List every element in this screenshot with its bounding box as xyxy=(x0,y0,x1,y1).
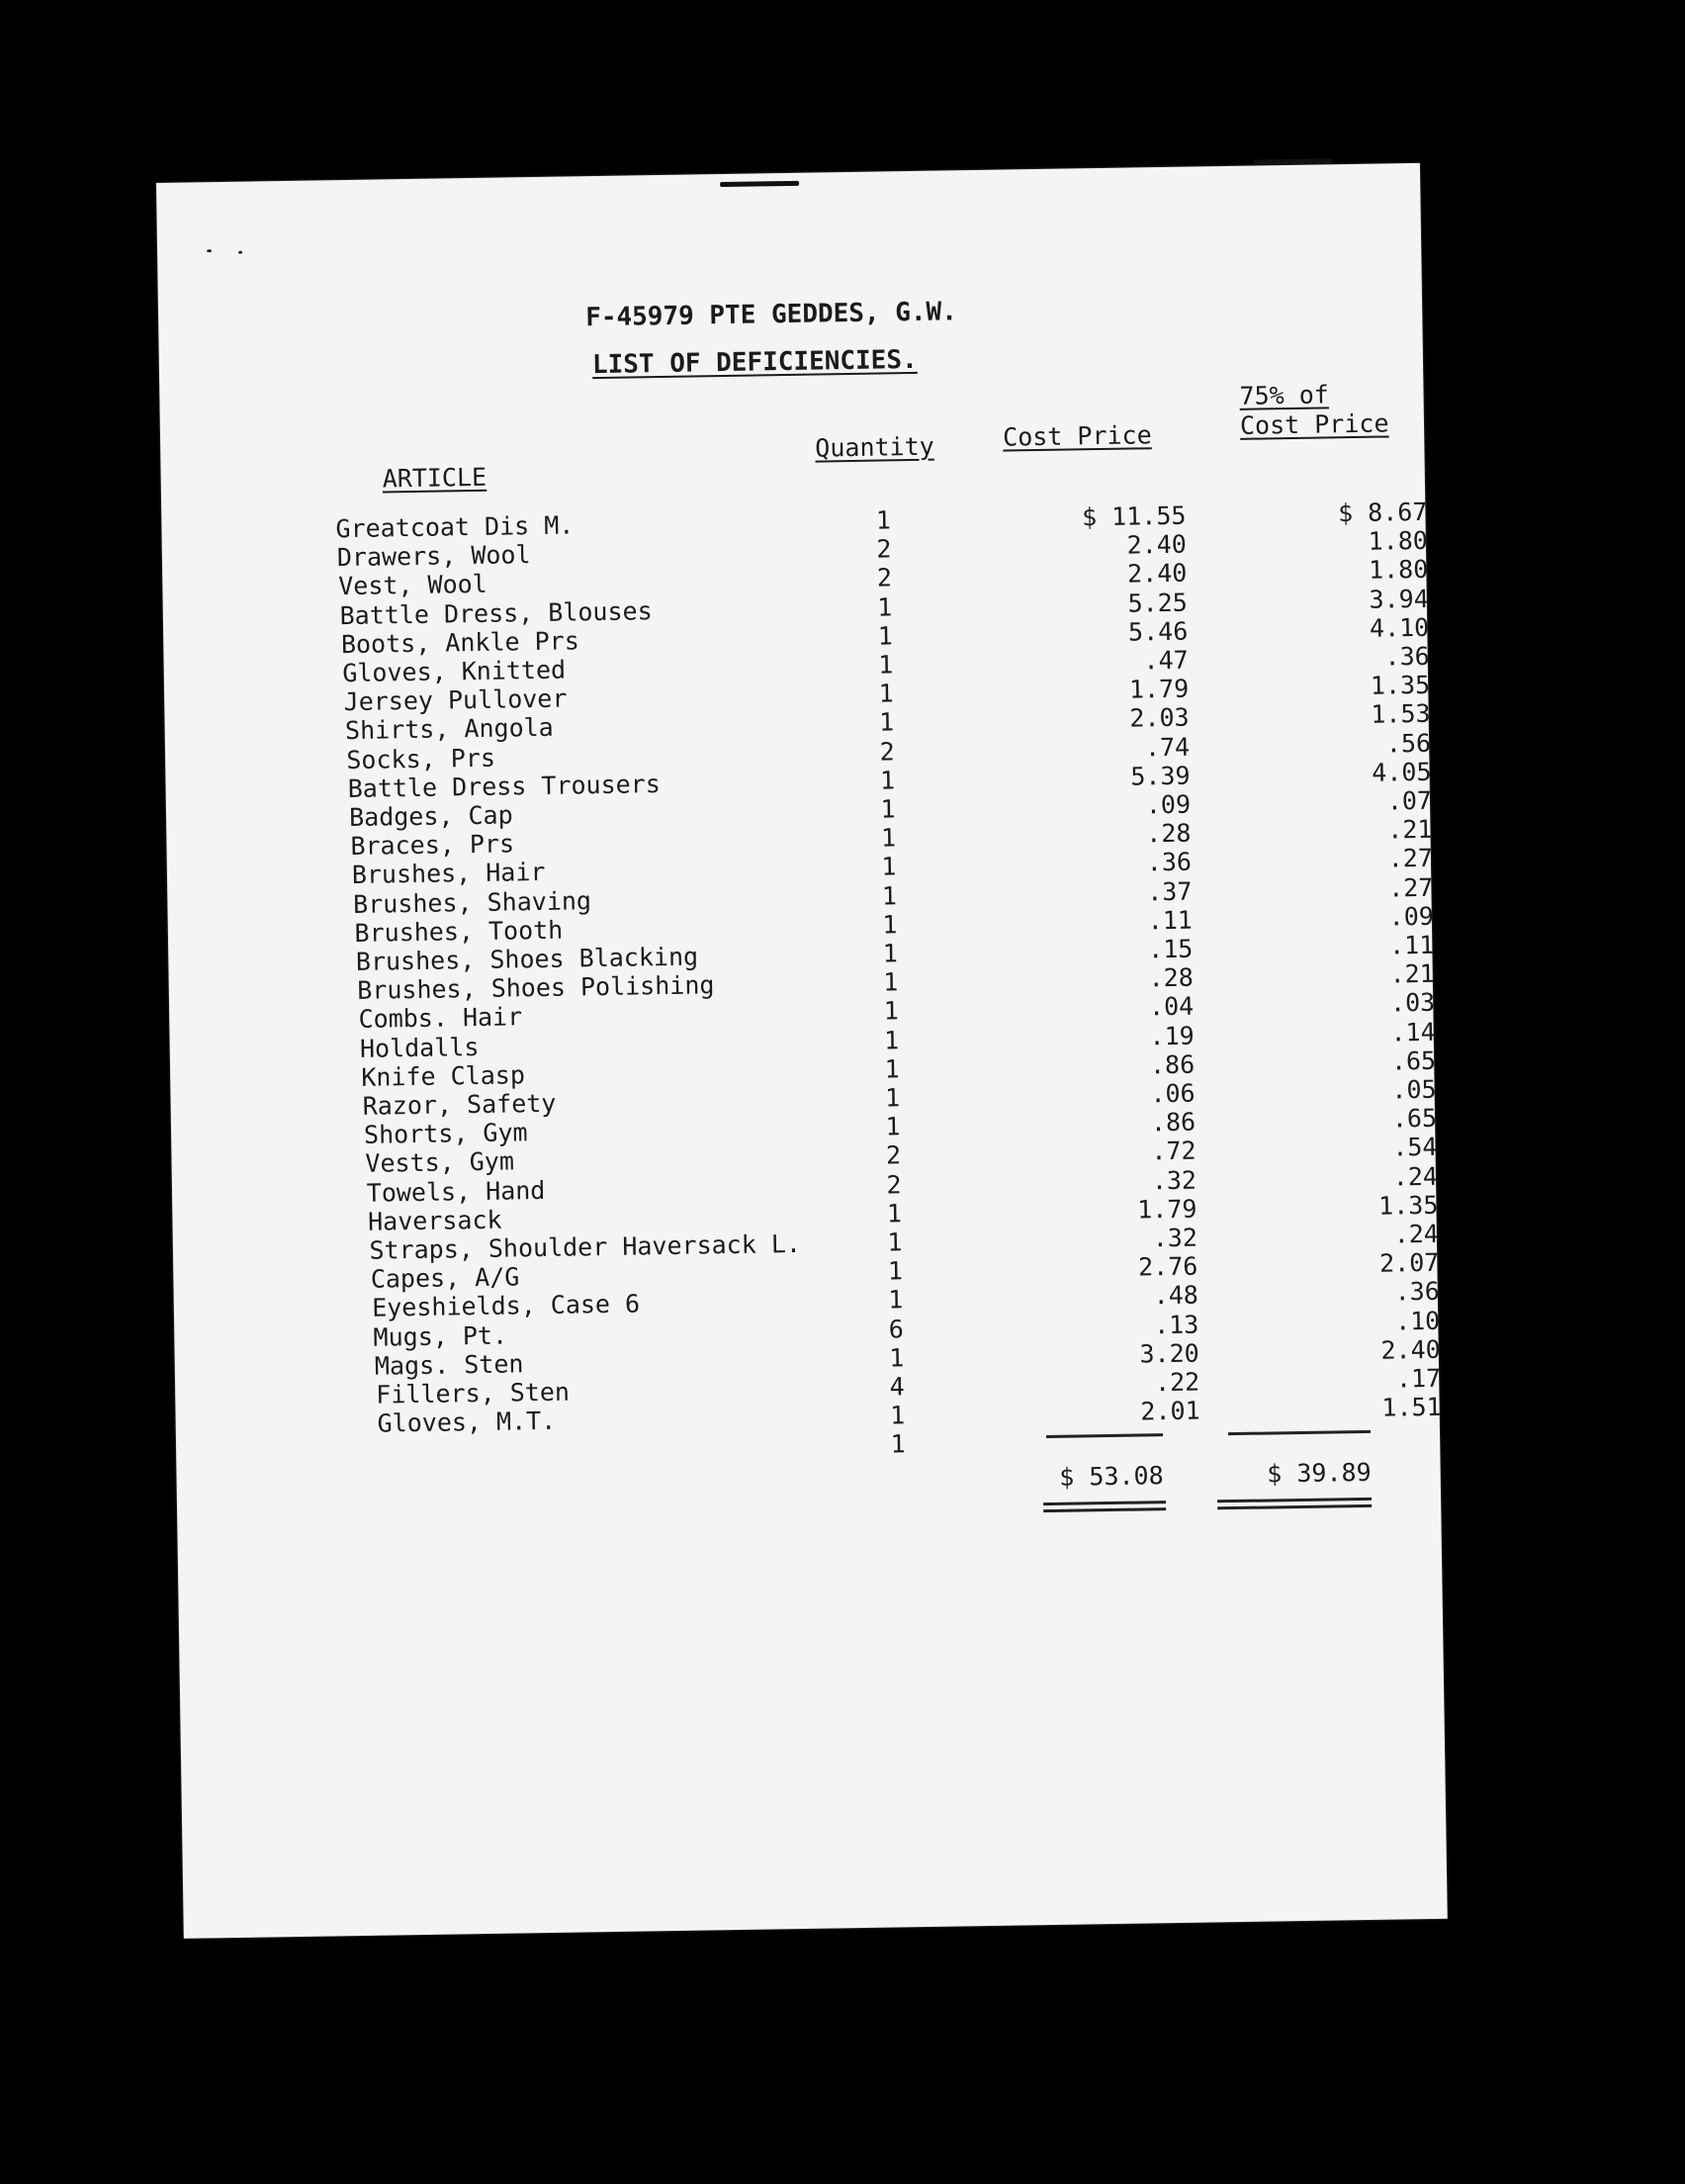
article-cell: Gloves, M.T. xyxy=(377,1406,557,1438)
quantity-cell: 2 xyxy=(886,1169,902,1200)
cost-price-cell: .48 xyxy=(1153,1280,1199,1311)
pct-cost-cell: 1.53 xyxy=(1371,699,1431,730)
pct-cost-cell: .65 xyxy=(1391,1103,1438,1134)
header-article: ARTICLE xyxy=(382,462,488,494)
pct-cost-cell: .36 xyxy=(1384,641,1430,672)
cost-price-cell: .09 xyxy=(1145,789,1192,820)
quantity-cell: 4 xyxy=(889,1372,905,1402)
cost-total-double-rule xyxy=(1043,1507,1166,1512)
pct-cost-cell: .24 xyxy=(1392,1161,1439,1192)
quantity-cell: 1 xyxy=(880,823,897,853)
cost-price-cell: $ 11.55 xyxy=(1081,500,1187,532)
quantity-cell: 1 xyxy=(879,766,896,795)
pct-cost-cell: 1.80 xyxy=(1368,526,1429,556)
quantity-cell: 1 xyxy=(890,1429,906,1459)
pct-cost-cell: .10 xyxy=(1394,1306,1441,1336)
article-cell: Brushes, Shaving xyxy=(352,885,592,919)
cost-price-cell: 1.79 xyxy=(1136,1194,1197,1225)
pct-cost-cell: .03 xyxy=(1389,988,1436,1018)
article-cell: Shirts, Angola xyxy=(344,713,554,746)
pct-cost-cell: .17 xyxy=(1395,1363,1442,1394)
quantity-cell: 1 xyxy=(889,1401,906,1430)
cost-price-cell: .04 xyxy=(1148,992,1195,1022)
pct-cost-cell: 2.07 xyxy=(1378,1247,1440,1278)
cost-price-cell: .13 xyxy=(1153,1310,1199,1339)
cost-price-cell: .36 xyxy=(1146,848,1193,877)
pct-cost-cell: .11 xyxy=(1388,930,1435,960)
article-cell: Gloves, Knitted xyxy=(342,655,567,688)
article-cell: Greatcoat Dis M. xyxy=(335,510,575,544)
cost-price-cell: 5.39 xyxy=(1130,761,1191,791)
article-cell: Razor, Safety xyxy=(362,1088,557,1121)
cost-price-cell: .74 xyxy=(1144,732,1191,762)
pct-cost-cell: 4.05 xyxy=(1372,757,1432,787)
pct-total-double-rule xyxy=(1217,1498,1372,1502)
quantity-cell: 1 xyxy=(875,505,892,535)
quantity-cell: 1 xyxy=(877,621,894,651)
article-cell: Vests, Gym xyxy=(365,1146,515,1179)
pct-cost-cell: 3.94 xyxy=(1369,584,1429,614)
quantity-cell: 1 xyxy=(886,1199,903,1228)
quantity-cell: 6 xyxy=(888,1314,905,1344)
cost-price-cell: 1.79 xyxy=(1128,674,1190,704)
article-cell: Brushes, Hair xyxy=(351,858,546,890)
pct-total-double-rule xyxy=(1217,1504,1372,1509)
quantity-cell: 1 xyxy=(888,1343,905,1373)
article-cell: Straps, Shoulder Haversack L. xyxy=(369,1228,802,1265)
cost-price-cell: 3.20 xyxy=(1139,1338,1199,1369)
cost-price-cell: .47 xyxy=(1143,645,1189,676)
paper-speck xyxy=(238,251,242,254)
cost-price-cell: 2.40 xyxy=(1126,559,1188,590)
cost-price-cell: .15 xyxy=(1147,934,1194,964)
quantity-cell: 1 xyxy=(883,996,900,1026)
pct-cost-cell: .07 xyxy=(1386,785,1433,816)
article-cell: Towels, Hand xyxy=(366,1175,546,1208)
pct-cost-cell: .56 xyxy=(1385,728,1432,759)
article-cell: Capes, A/G xyxy=(370,1262,520,1294)
cost-price-cell: 2.76 xyxy=(1137,1251,1198,1282)
pct-cost-cell: 4.10 xyxy=(1369,612,1430,643)
article-cell: Haversack xyxy=(367,1205,502,1236)
pct-cost-cell: .24 xyxy=(1393,1219,1440,1249)
cost-price-cell: .86 xyxy=(1150,1107,1197,1138)
quantity-cell: 2 xyxy=(876,534,892,564)
cost-price-cell: .32 xyxy=(1152,1223,1198,1253)
quantity-cell: 1 xyxy=(888,1285,904,1315)
total-cost: $ 53.08 xyxy=(1059,1461,1164,1492)
quantity-cell: 1 xyxy=(882,910,898,940)
document-title: LIST OF DEFICIENCIES. xyxy=(591,344,918,381)
article-cell: Battle Dress, Blouses xyxy=(339,595,653,630)
cost-price-cell: .72 xyxy=(1151,1136,1197,1166)
quantity-cell: 2 xyxy=(879,736,895,767)
article-cell: Badges, Cap xyxy=(348,800,513,833)
cost-price-cell: .28 xyxy=(1148,962,1194,993)
article-cell: Braces, Prs xyxy=(350,829,515,862)
quantity-cell: 1 xyxy=(884,1054,900,1084)
cost-price-cell: 2.01 xyxy=(1140,1396,1200,1426)
pct-cost-cell: .21 xyxy=(1387,815,1433,845)
quantity-cell: 1 xyxy=(880,794,896,824)
document-page xyxy=(156,163,1448,1939)
article-cell: Brushes, Shoes Blacking xyxy=(355,942,699,976)
article-cell: Vest, Wool xyxy=(338,570,488,601)
cost-price-cell: 5.46 xyxy=(1127,616,1189,647)
header-pct-line1: 75% of xyxy=(1239,380,1330,410)
article-cell: Knife Clasp xyxy=(361,1060,526,1092)
cost-price-cell: .22 xyxy=(1154,1367,1200,1398)
paper-clip-mark xyxy=(720,181,799,187)
cost-price-cell: 2.40 xyxy=(1126,529,1188,560)
quantity-cell: 1 xyxy=(877,650,894,680)
cost-price-cell: 2.03 xyxy=(1129,703,1190,733)
quantity-cell: 1 xyxy=(877,592,893,622)
cost-price-cell: .28 xyxy=(1146,818,1192,849)
pct-cost-cell: .27 xyxy=(1387,872,1434,903)
quantity-cell: 1 xyxy=(883,967,899,997)
article-cell: Brushes, Tooth xyxy=(354,915,564,948)
cost-price-cell: .32 xyxy=(1151,1165,1197,1195)
quantity-cell: 2 xyxy=(885,1140,902,1170)
article-cell: Battle Dress Trousers xyxy=(347,769,662,803)
header-quantity: Quantity xyxy=(815,431,934,463)
quantity-cell: 1 xyxy=(881,880,898,911)
quantity-cell: 1 xyxy=(884,1083,901,1113)
pct-cost-cell: .21 xyxy=(1389,958,1435,989)
article-cell: Jersey Pullover xyxy=(343,683,568,717)
cost-price-cell: 5.25 xyxy=(1127,588,1189,618)
quantity-cell: 1 xyxy=(887,1228,903,1257)
pct-cost-cell: .27 xyxy=(1387,844,1434,873)
quantity-cell: 2 xyxy=(876,563,893,592)
quantity-cell: 1 xyxy=(878,679,894,708)
quantity-cell: 1 xyxy=(881,852,897,881)
quantity-cell: 1 xyxy=(883,1025,900,1055)
cost-total-double-rule xyxy=(1043,1501,1166,1505)
article-cell: Brushes, Shoes Polishing xyxy=(357,970,715,1006)
pct-cost-cell: 2.40 xyxy=(1380,1334,1441,1365)
pct-cost-cell: 1.51 xyxy=(1381,1392,1442,1422)
quantity-cell: 1 xyxy=(885,1112,901,1141)
pct-cost-cell: .14 xyxy=(1390,1017,1436,1047)
pct-cost-cell: .65 xyxy=(1390,1046,1437,1076)
article-cell: Mugs, Pt. xyxy=(373,1320,508,1352)
pct-cost-cell: .09 xyxy=(1388,901,1435,932)
quantity-cell: 1 xyxy=(882,939,899,968)
quantity-cell: 1 xyxy=(878,707,895,737)
header-cost-price: Cost Price xyxy=(1002,420,1152,452)
cost-price-cell: .86 xyxy=(1149,1049,1196,1080)
document-reference: F-45979 PTE GEDDES, G.W. xyxy=(584,297,958,333)
article-cell: Socks, Prs xyxy=(346,743,496,774)
article-cell: Holdalls xyxy=(359,1032,480,1063)
cost-price-cell: .11 xyxy=(1147,905,1194,936)
pct-cost-cell: 1.80 xyxy=(1368,555,1429,586)
total-pct: $ 39.89 xyxy=(1267,1457,1372,1489)
header-pct-line2: Cost Price xyxy=(1239,409,1389,440)
pct-cost-cell: .36 xyxy=(1394,1277,1440,1307)
pct-cost-cell: 1.35 xyxy=(1377,1190,1439,1221)
pct-cost-cell: .05 xyxy=(1391,1074,1437,1105)
article-cell: Boots, Ankle Prs xyxy=(340,626,579,659)
quantity-cell: 1 xyxy=(887,1256,904,1286)
cost-price-cell: .19 xyxy=(1149,1021,1195,1050)
pct-cost-cell: 1.35 xyxy=(1370,671,1431,700)
cost-price-cell: .06 xyxy=(1150,1078,1196,1109)
pct-cost-cell: $ 8.67 xyxy=(1337,497,1428,528)
article-cell: Eyeshields, Case 6 xyxy=(371,1289,641,1323)
article-cell: Mags. Sten xyxy=(374,1349,524,1381)
paper-speck xyxy=(207,249,212,252)
article-cell: Combs. Hair xyxy=(358,1002,523,1035)
article-cell: Fillers, Sten xyxy=(376,1377,571,1410)
article-cell: Shorts, Gym xyxy=(363,1118,528,1150)
article-cell: Drawers, Wool xyxy=(336,540,531,573)
cost-price-cell: .37 xyxy=(1146,876,1193,906)
pct-cost-cell: .54 xyxy=(1392,1133,1438,1162)
paper-clip-mark xyxy=(1254,158,1333,164)
